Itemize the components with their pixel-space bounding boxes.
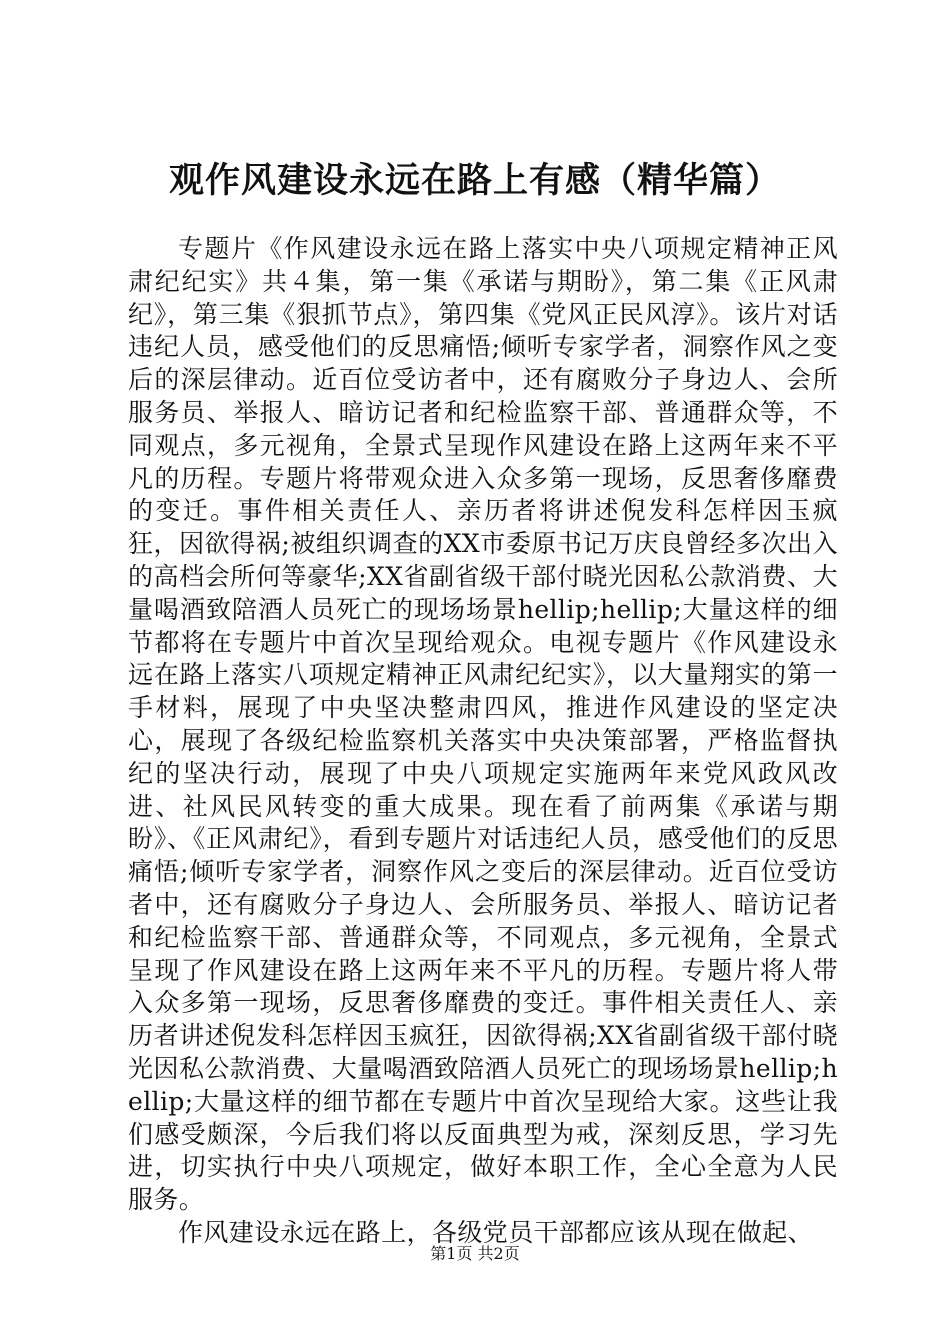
paragraph: 专题片《作风建设永远在路上落实中央八项规定精神正风肃纪纪实》共４集，第一集《承诺与期盼》，第二集《正风肃纪》，第三集《狠抓节点》，第四集《党风正民风淳》。该片对话违纪人员，感受他们的反思痛悟;倾听专家学者，洞察作风之变后的深层律动。近百位受访者中，还有腐败分子身边人、会所服务员、举报人、暗访记者和纪检监察干部、普通群众等，不同观点，多元视角，全景式呈现作风建设在路上这两年来不平凡的历程。专题片将带观众进入众多第一现场，反思奢侈靡费的变迁。事件相关责任人、亲历者将讲述倪发科怎样因玉疯狂，因欲得祸;被组织调查的XX市委原书记万庆良曾经多次出入的高档会所何等豪华;XX省副省级干部付晓光因私公款消费、大量喝酒致陪酒人员死亡的现场场景hellip;hellip;大量这样的细节都将在专题片中首次呈现给观众。电视专题片《作风建设永远在路上落实八项规定精神正风肃纪纪实》，以大量翔实的第一手材料，展现了中央坚决整肃四风，推进作风建设的坚定决心，展现了各级纪检监察机关落实中央决策部署，严格监督执纪的坚决行动，展现了中央八项规定实施两年来党风政风改进、社风民风转变的重大成果。现在看了前两集《承诺与期盼》、《正风肃纪》，看到专题片对话违纪人员，感受他们的反思痛悟;倾听专家学者，洞察作风之变后的深层律动。近百位受访者中，还有腐败分子身边人、会所服务员、举报人、暗访记者和纪检监察干部、普通群众等，不同观点，多元视角，全景式呈现了作风建设在路上这两年来不平凡的历程。专题片将人带入众多第一现场，反思奢侈靡费的变迁。事件相关责任人、亲历者讲述倪发科怎样因玉疯狂，因欲得祸;XX省副省级干部付晓光因私公款消费、大量喝酒致陪酒人员死亡的现场场景hellip;hellip;大量这样的细节都在专题片中首次呈现给大家。这些让我们感受颇深，今后我们将以反面典型为戒，深刻反思，学习先进，切实执行中央八项规定，做好本职工作，全心全意为人民服务。: [128, 234, 838, 1215]
page-number: 第1页 共2页: [430, 1244, 520, 1263]
paragraph: 作风建设永远在路上，各级党员干部都应该从现在做起、: [178, 1217, 814, 1247]
document-title: 观作风建设永远在路上有感（精华篇）: [168, 160, 781, 201]
document-body: [128, 233, 838, 1250]
